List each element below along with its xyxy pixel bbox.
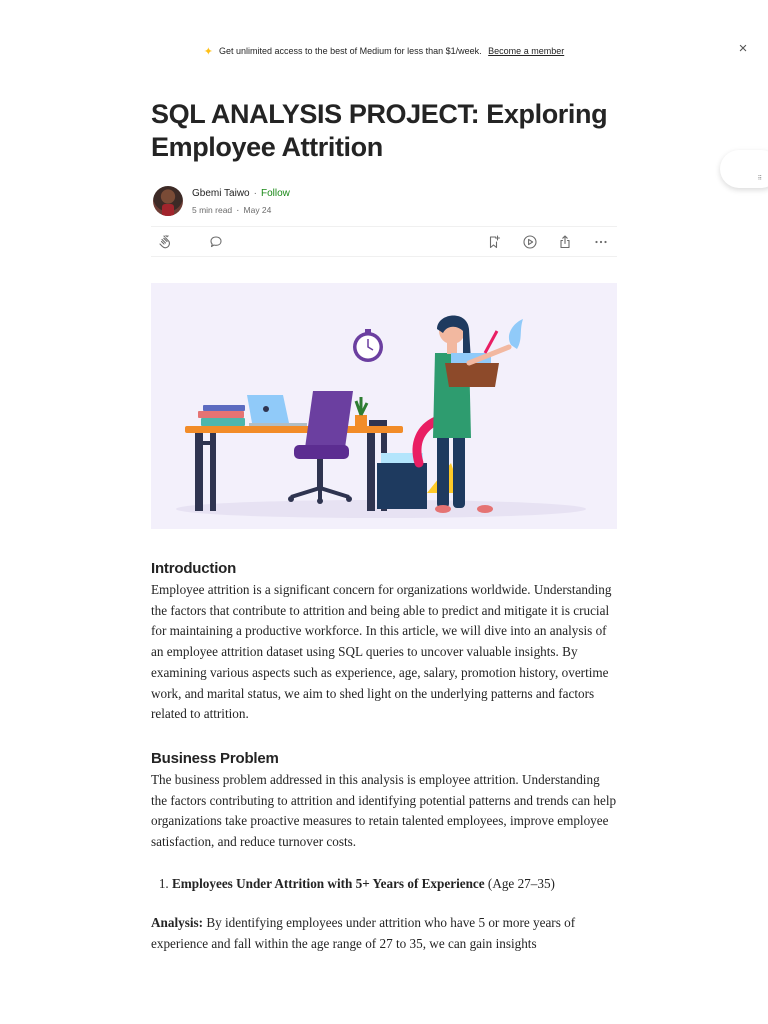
- more-icon[interactable]: [593, 234, 609, 250]
- read-time: 5 min read: [192, 205, 233, 215]
- banner-content: [0, 44, 768, 57]
- article: [151, 98, 617, 955]
- introduction-section: [151, 560, 617, 725]
- grip-icon: ⠿: [757, 176, 762, 182]
- introduction-heading: Introduction: [151, 560, 237, 577]
- clap-icon[interactable]: [157, 234, 173, 250]
- article-title: SQL ANALYSIS PROJECT: Exploring Employee Attrition: [151, 99, 608, 162]
- analysis-paragraph: [151, 913, 617, 954]
- hero-image: [151, 283, 617, 529]
- become-member-link[interactable]: Become a member: [488, 46, 565, 56]
- close-icon[interactable]: ×: [738, 40, 748, 57]
- share-icon[interactable]: [557, 234, 573, 250]
- floating-widget[interactable]: [720, 150, 768, 188]
- findings-list: [151, 874, 617, 895]
- comment-icon[interactable]: [208, 234, 224, 250]
- separator: ·: [236, 205, 240, 216]
- business-problem-paragraph: The business problem addressed in this analysis is employee attrition. Understanding the factors contributing to attrition and identifying potential patterns and trends can help organizations take proactive measures to retain talented employees, improve employee satisfaction, and reduce turnover costs.: [151, 771, 617, 850]
- business-problem-heading: Business Problem: [151, 749, 279, 767]
- sparkle-icon: ✦: [203, 46, 214, 58]
- author-line: [192, 188, 290, 199]
- author-name[interactable]: Gbemi Taiwo: [192, 188, 250, 199]
- follow-link[interactable]: Follow: [260, 188, 290, 199]
- avatar[interactable]: [153, 186, 183, 216]
- publish-date: May 24: [243, 205, 272, 215]
- analysis-text: By identifying employees under attrition who have 5 or more years of experience and fall within the age range of 27 to 35, we can gain insights: [151, 915, 576, 952]
- bookmark-icon[interactable]: [486, 234, 502, 250]
- membership-banner: [0, 0, 768, 100]
- office-illustration: [151, 283, 617, 529]
- list-item-subtitle: (Age 27–35): [484, 875, 555, 891]
- banner-text: Get unlimited access to the best of Medium for less than $1/week.: [219, 46, 482, 56]
- analysis-label: Analysis:: [151, 915, 204, 931]
- business-problem-section: [151, 750, 617, 853]
- separator: ·: [253, 188, 257, 199]
- list-item: [172, 874, 617, 895]
- introduction-paragraph: Employee attrition is a significant concern for organizations worldwide. Understanding the factors that contribute to attrition and being able to predict and mitigate it is crucial for maintaining a productive workforce. In this article, we will dive into an analysis of an employee attrition dataset using SQL queries to uncover valuable insights. By examining various aspects such as experience, age, salary, promotion history, overtime work, and marital status, we aim to shed light on the underlying patterns and factors related to attrition.: [151, 582, 612, 722]
- action-bar: [151, 226, 617, 257]
- list-item-title: Employees Under Attrition with 5+ Years of Experience: [172, 875, 485, 891]
- author-block: [151, 185, 617, 219]
- listen-icon[interactable]: [522, 234, 538, 250]
- article-meta: [192, 205, 271, 216]
